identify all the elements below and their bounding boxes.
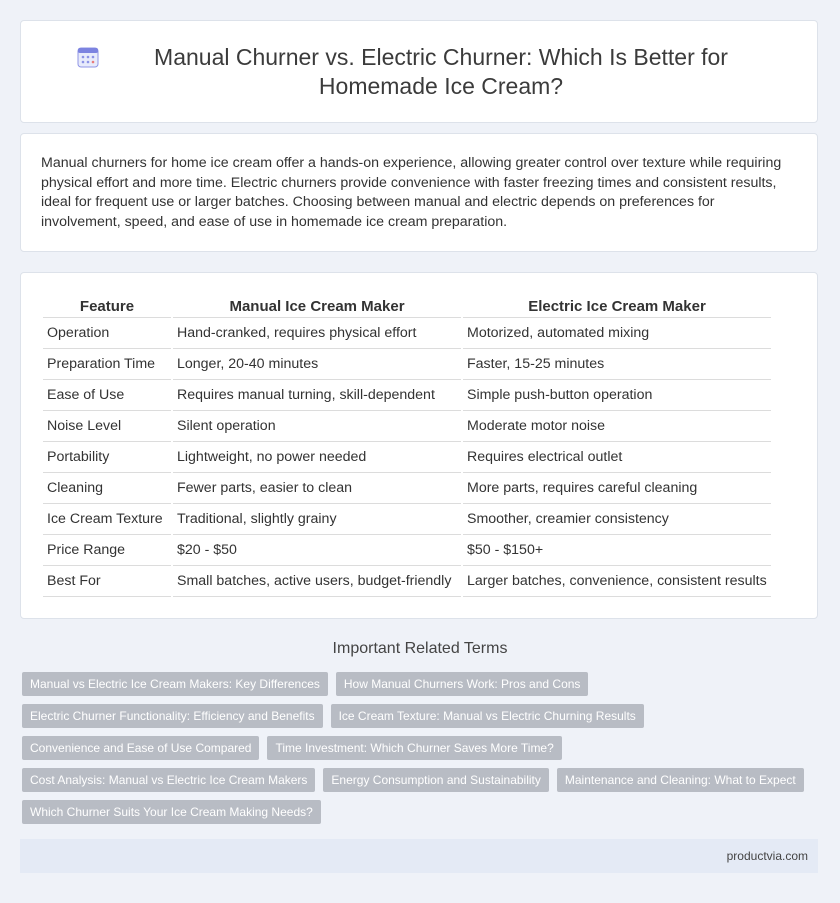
table-cell: Simple push-button operation xyxy=(463,380,771,411)
table-cell: Lightweight, no power needed xyxy=(173,442,461,473)
table-cell: Noise Level xyxy=(43,411,171,442)
table-cell: More parts, requires careful cleaning xyxy=(463,473,771,504)
table-cell: Hand-cranked, requires physical effort xyxy=(173,318,461,349)
table-cell: Traditional, slightly grainy xyxy=(173,504,461,535)
comparison-table xyxy=(41,295,773,597)
table-row xyxy=(43,411,771,442)
table-cell: Faster, 15-25 minutes xyxy=(463,349,771,380)
title-wrap xyxy=(49,43,789,101)
comparison-card xyxy=(20,272,818,619)
related-term-tag[interactable]: Manual vs Electric Ice Cream Makers: Key Differences xyxy=(22,672,328,696)
table-cell: Requires electrical outlet xyxy=(463,442,771,473)
related-terms-heading: Important Related Terms xyxy=(332,640,508,657)
related-term-tag[interactable]: Time Investment: Which Churner Saves More Time? xyxy=(267,736,561,760)
table-cell: Smoother, creamier consistency xyxy=(463,504,771,535)
related-term-tag[interactable]: Electric Churner Functionality: Efficiency and Benefits xyxy=(22,704,323,728)
table-header-row xyxy=(43,295,771,318)
table-cell: Silent operation xyxy=(173,411,461,442)
column-header-manual: Manual Ice Cream Maker xyxy=(173,295,461,318)
table-row xyxy=(43,442,771,473)
intro-paragraph: Manual churners for home ice cream offer a hands-on experience, allowing greater control over texture while requiring physical effort and more time. Electric churners provide convenience with faster freezing times and consistent results, ideal for frequent use or larger batches. Choosing between manual and electric depends on preferences for involvement, speed, and ease of use in homemade ice cream preparation. xyxy=(41,155,782,230)
related-term-tag[interactable]: Cost Analysis: Manual vs Electric Ice Cream Makers xyxy=(22,768,315,792)
related-term-tag[interactable]: Which Churner Suits Your Ice Cream Making Needs? xyxy=(22,800,321,824)
table-cell: Ice Cream Texture xyxy=(43,504,171,535)
table-cell: Best For xyxy=(43,566,171,597)
table-cell: Moderate motor noise xyxy=(463,411,771,442)
table-cell: Preparation Time xyxy=(43,349,171,380)
table-cell: Motorized, automated mixing xyxy=(463,318,771,349)
related-term-tag[interactable]: Convenience and Ease of Use Compared xyxy=(22,736,259,760)
table-row xyxy=(43,380,771,411)
table-cell: Requires manual turning, skill-dependent xyxy=(173,380,461,411)
table-row xyxy=(43,566,771,597)
table-row xyxy=(43,473,771,504)
footer xyxy=(20,839,818,873)
calendar-icon xyxy=(77,46,99,68)
table-cell: Price Range xyxy=(43,535,171,566)
table-cell: Longer, 20-40 minutes xyxy=(173,349,461,380)
table-row xyxy=(43,535,771,566)
column-header-feature: Feature xyxy=(43,295,171,318)
related-term-tag[interactable]: How Manual Churners Work: Pros and Cons xyxy=(336,672,589,696)
related-term-tag[interactable]: Maintenance and Cleaning: What to Expect xyxy=(557,768,804,792)
table-cell: Ease of Use xyxy=(43,380,171,411)
page-title: Manual Churner vs. Electric Churner: Which Is Better for Homemade Ice Cream? xyxy=(154,43,728,99)
table-cell: Portability xyxy=(43,442,171,473)
table-cell: $20 - $50 xyxy=(173,535,461,566)
related-terms-list xyxy=(22,672,812,832)
intro-card xyxy=(20,133,818,252)
table-cell: Larger batches, convenience, consistent results xyxy=(463,566,771,597)
column-header-electric: Electric Ice Cream Maker xyxy=(463,295,771,318)
table-cell: $50 - $150+ xyxy=(463,535,771,566)
table-row xyxy=(43,318,771,349)
table-cell: Fewer parts, easier to clean xyxy=(173,473,461,504)
table-cell: Small batches, active users, budget-friendly xyxy=(173,566,461,597)
title-card xyxy=(20,20,818,123)
table-row xyxy=(43,349,771,380)
related-term-tag[interactable]: Ice Cream Texture: Manual vs Electric Churning Results xyxy=(331,704,644,728)
site-name[interactable]: productvia.com xyxy=(726,849,808,863)
table-cell: Cleaning xyxy=(43,473,171,504)
table-cell: Operation xyxy=(43,318,171,349)
related-term-tag[interactable]: Energy Consumption and Sustainability xyxy=(323,768,548,792)
table-row xyxy=(43,504,771,535)
